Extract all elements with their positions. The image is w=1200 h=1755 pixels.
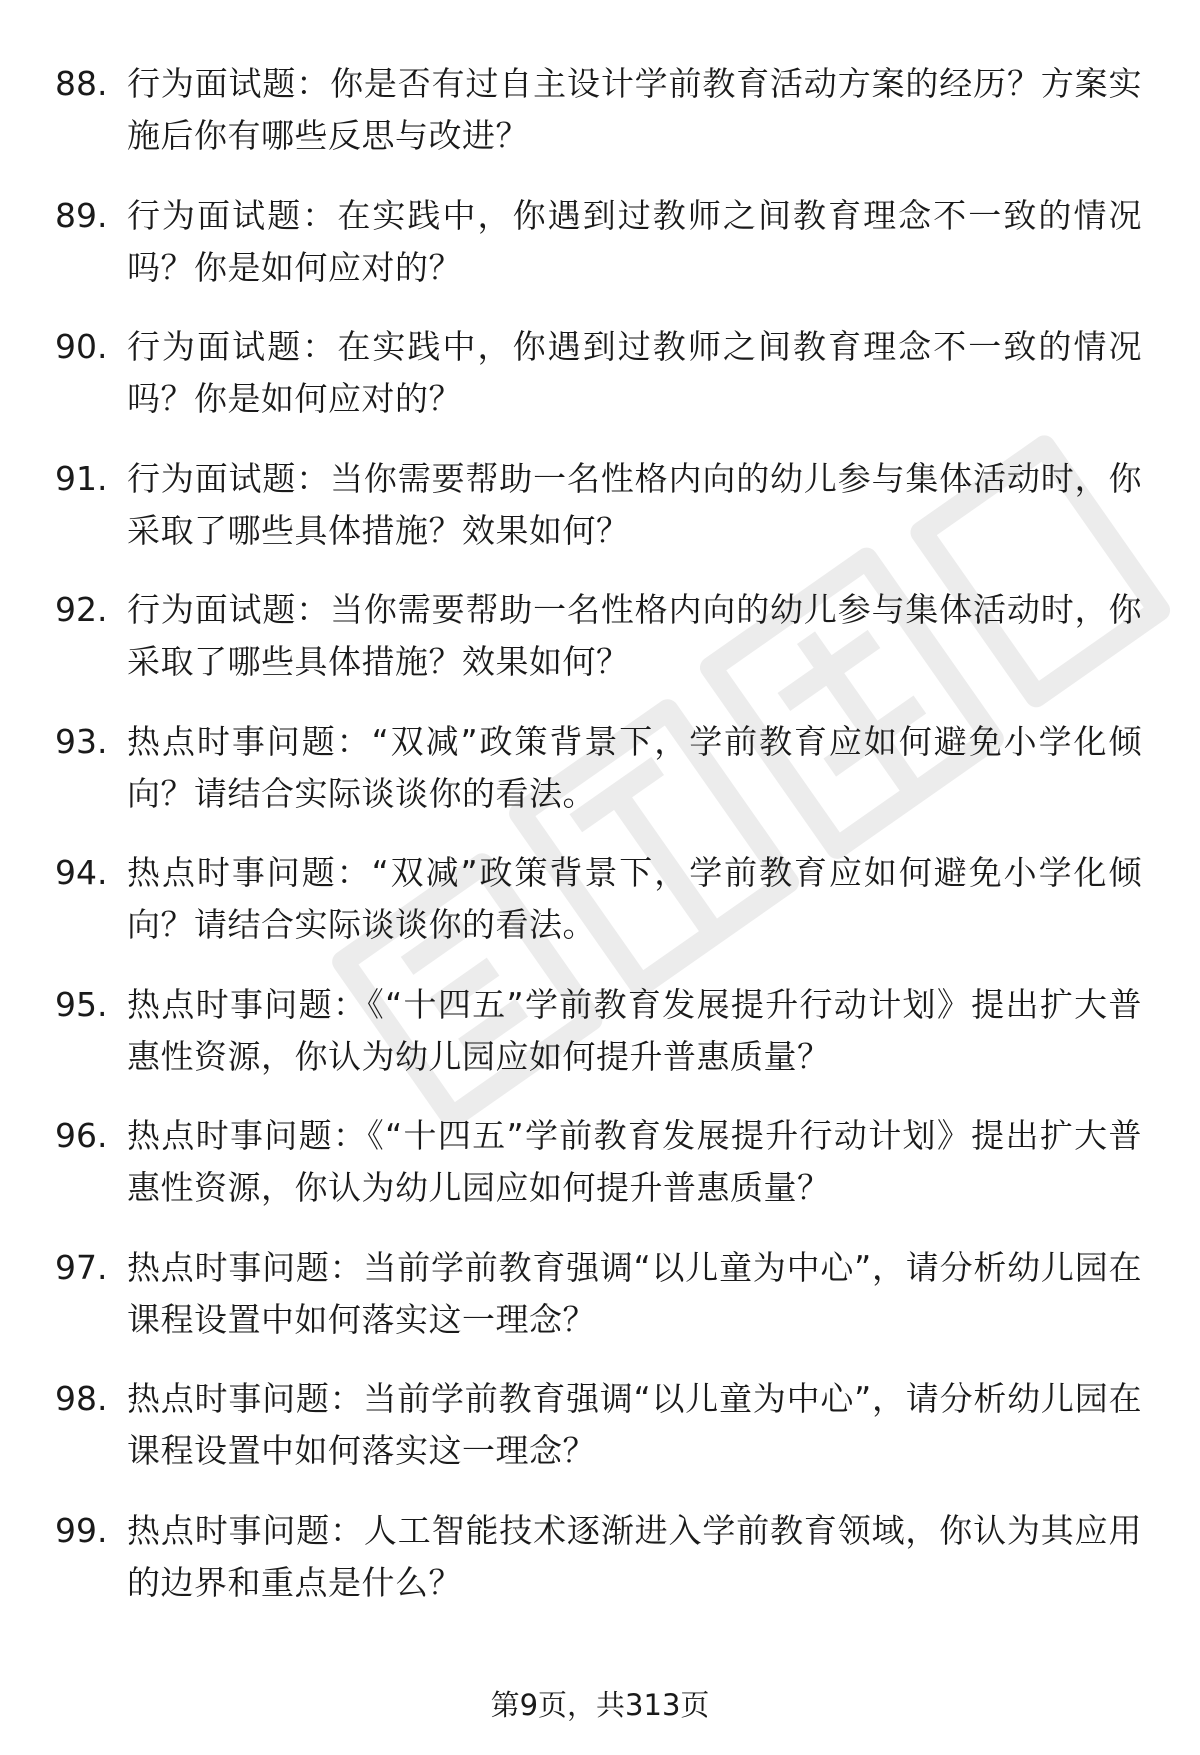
question-text: 热点时事问题：《“十四五”学前教育发展提升行动计划》提出扩大普惠性资源，你认为幼儿园应如何提升普惠质量？	[127, 1116, 1142, 1207]
question-text: 热点时事问题：《“十四五”学前教育发展提升行动计划》提出扩大普惠性资源，你认为幼儿园应如何提升普惠质量？	[127, 984, 1142, 1076]
question-number: 88.	[55, 64, 108, 103]
question-text: 热点时事问题：当前学前教育强调“以儿童为中心”，请分析幼儿园在课程设置中如何落实这一理念？	[127, 1247, 1142, 1339]
question-item	[55, 1242, 1145, 1374]
question-text: 行为面试题：当你需要帮助一名性格内向的幼儿参与集体活动时，你采取了哪些具体措施？效果如何？	[127, 458, 1142, 550]
question-item	[55, 979, 1145, 1111]
question-number: 93.	[55, 721, 108, 761]
question-item	[55, 847, 1145, 979]
question-text: 热点时事问题：“双减”政策背景下，学前教育应如何避免小学化倾向？请结合实际谈谈你的看法。	[127, 853, 1142, 944]
question-item	[55, 190, 1145, 322]
question-text: 行为面试题：你是否有过自主设计学前教育活动方案的经历？方案实施后你有哪些反思与改进？	[127, 64, 1142, 155]
question-number: 92.	[55, 590, 108, 629]
question-number: 91.	[55, 458, 108, 498]
question-text: 热点时事问题：“双减”政策背景下，学前教育应如何避免小学化倾向？请结合实际谈谈你的看法。	[127, 721, 1142, 813]
question-item	[55, 1110, 1145, 1242]
question-number: 94.	[55, 853, 108, 892]
question-item	[55, 321, 1145, 453]
question-list	[55, 58, 1145, 1636]
question-number: 95.	[55, 984, 108, 1024]
question-text: 热点时事问题：人工智能技术逐渐进入学前教育领域，你认为其应用的边界和重点是什么？	[127, 1510, 1142, 1602]
question-number: 89.	[55, 195, 108, 235]
question-item	[55, 716, 1145, 848]
question-number: 90.	[55, 327, 108, 366]
question-item	[55, 1505, 1145, 1637]
question-item	[55, 58, 1145, 190]
question-item	[55, 453, 1145, 585]
question-item	[55, 584, 1145, 716]
question-number: 98.	[55, 1379, 108, 1418]
question-text: 行为面试题：当你需要帮助一名性格内向的幼儿参与集体活动时，你采取了哪些具体措施？效果如何？	[127, 590, 1142, 681]
question-number: 96.	[55, 1116, 108, 1155]
question-number: 97.	[55, 1247, 108, 1287]
question-text: 行为面试题：在实践中，你遇到过教师之间教育理念不一致的情况吗？你是如何应对的？	[127, 195, 1142, 287]
question-number: 99.	[55, 1510, 108, 1550]
question-text: 行为面试题：在实践中，你遇到过教师之间教育理念不一致的情况吗？你是如何应对的？	[127, 327, 1142, 418]
question-item	[55, 1373, 1145, 1505]
page-indicator: 第9页，共313页	[490, 1688, 710, 1722]
question-text: 热点时事问题：当前学前教育强调“以儿童为中心”，请分析幼儿园在课程设置中如何落实这一理念？	[127, 1379, 1142, 1470]
